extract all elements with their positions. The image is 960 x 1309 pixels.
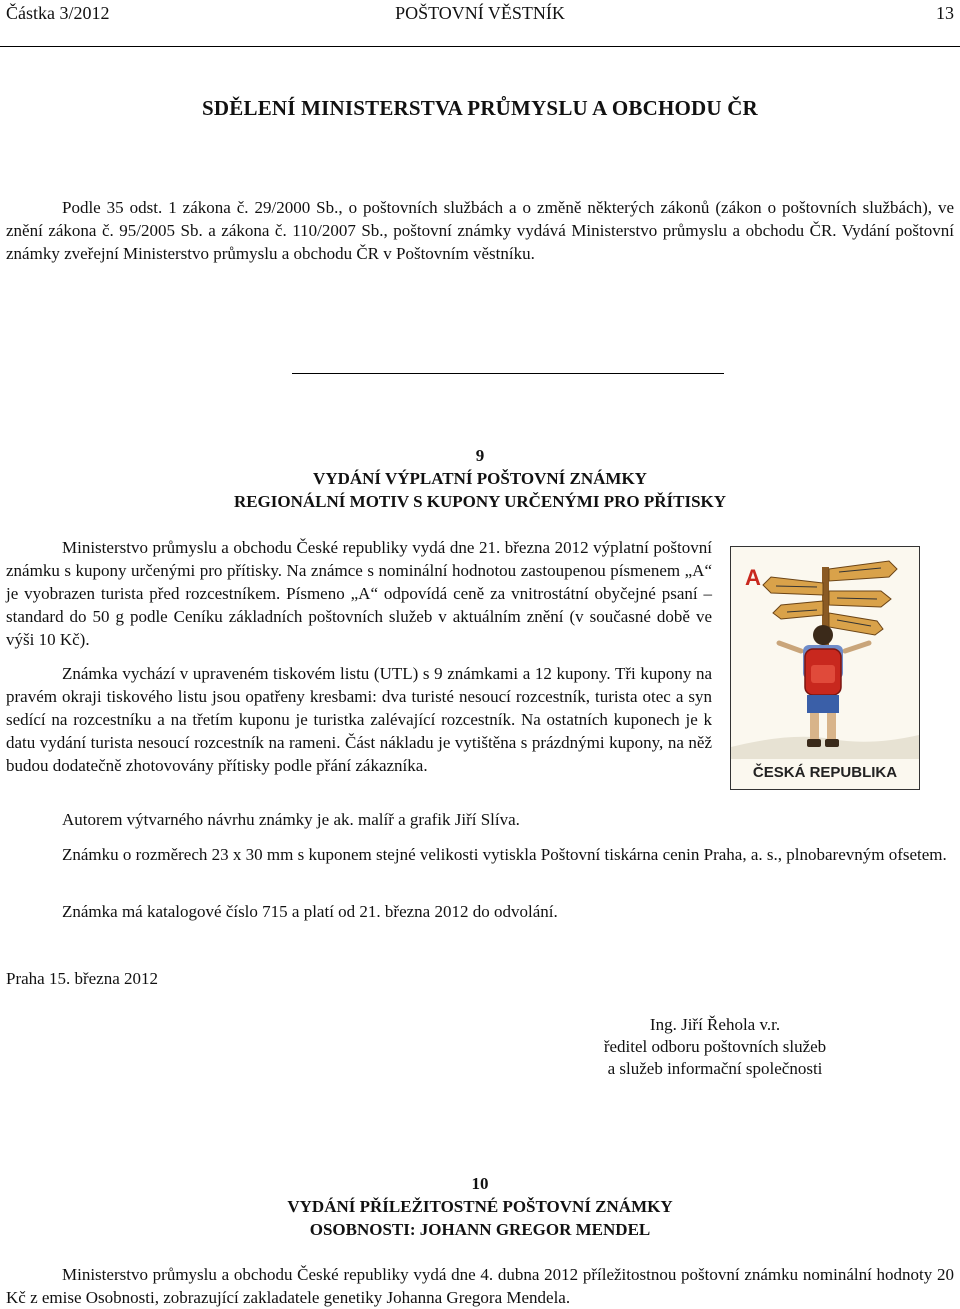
stamp-image	[730, 546, 920, 790]
section9-paragraph-1: Ministerstvo průmyslu a obchodu České republiky vydá dne 21. března 2012 výplatní poštovní známku s kupony určenými pro přítisky. Na známce s nominální hodnotou zastoupenou písmenem „A“ je vyobrazen turista před rozcestníkem. Písmeno „A“ odpovídá ceně za vnitrostátní obyčejné psaní – standard do 50 g podle Ceníku základních poštovních služeb v aktuálním znění (v současné době ve výši 10 Kč).	[6, 538, 712, 649]
section9-paragraph-2: Známka vychází v upraveném tiskovém listu (UTL) s 9 známkami a 12 kupony. Tři kupony na pravém okraji tiskového listu jsou opatřeny kresbami: dva turisté nesoucí rozcestník, turista otec a syn sedící na rozcestníku a na třetím kuponu je turistka zalévající rozcestník. Na ostatních kuponech je k datu vydání turista nesoucí rozcestník na rameni. Část nákladu je vytištěna s prázdnými kupony, na něž budou dodatečně zhotovovány přítisky podle přání zákazníka.	[6, 664, 712, 775]
section9-paragraph-5: Známka má katalogové číslo 715 a platí od 21. března 2012 do odvolání.	[62, 902, 558, 921]
header-rule	[0, 46, 960, 47]
signature-role-line2: a služeb informační společnosti	[607, 1059, 823, 1078]
section9-number: 9	[475, 446, 485, 465]
section9-title-line2: REGIONÁLNÍ MOTIV S KUPONY URČENÝMI PRO PŘÍTISKY	[233, 492, 727, 511]
section10-title-line1: VYDÁNÍ PŘÍLEŽITOSTNÉ POŠTOVNÍ ZNÁMKY	[287, 1197, 673, 1216]
header-issue: Částka 3/2012	[6, 3, 110, 23]
notice-paragraph: Podle 35 odst. 1 zákona č. 29/2000 Sb., o poštovních službách a o změně některých zákonů (zákon o poštovních službách), ve znění zákona č. 95/2005 Sb. a zákona č. 110/2007 Sb., poštovní známky vydává Ministerstvo průmyslu a obchodu ČR. Vydání poštovní známky zveřejní Ministerstvo průmyslu a obchodu ČR v Poštovním věstníku.	[6, 198, 954, 263]
stamp-value-letter: A	[745, 565, 761, 590]
header-page-number: 13	[936, 3, 954, 23]
header-title: POŠTOVNÍ VĚSTNÍK	[395, 3, 565, 23]
section10-number: 10	[471, 1174, 489, 1193]
section9-paragraph-3: Autorem výtvarného návrhu známky je ak. malíř a grafik Jiří Slíva.	[62, 810, 520, 829]
section10-title-line2: OSOBNOSTI: JOHANN GREGOR MENDEL	[309, 1220, 651, 1239]
section-separator	[292, 373, 724, 374]
place-date: Praha 15. března 2012	[6, 969, 159, 988]
notice-title: SDĚLENÍ MINISTERSTVA PRŮMYSLU A OBCHODU ČR	[202, 96, 758, 120]
stamp-illustration	[731, 547, 919, 789]
signature-name: Ing. Jiří Řehola v.r.	[649, 1015, 781, 1034]
section10-paragraph-1: Ministerstvo průmyslu a obchodu České republiky vydá dne 4. dubna 2012 příležitostnou poštovní známku nominální hodnoty 20 Kč z emise Osobnosti, zobrazující zakladatele genetiky Johanna Gregora Mendela.	[6, 1265, 954, 1307]
section9-title-line1: VYDÁNÍ VÝPLATNÍ POŠTOVNÍ ZNÁMKY	[313, 469, 647, 488]
stamp-country: ČESKÁ REPUBLIKA	[752, 764, 898, 781]
section9-paragraph-4: Známku o rozměrech 23 x 30 mm s kuponem stejné velikosti vytiskla Poštovní tiskárna cenin Praha, a. s., plnobarevným ofsetem.	[62, 845, 947, 864]
signature-role-line1: ředitel odboru poštovních služeb	[603, 1037, 827, 1056]
